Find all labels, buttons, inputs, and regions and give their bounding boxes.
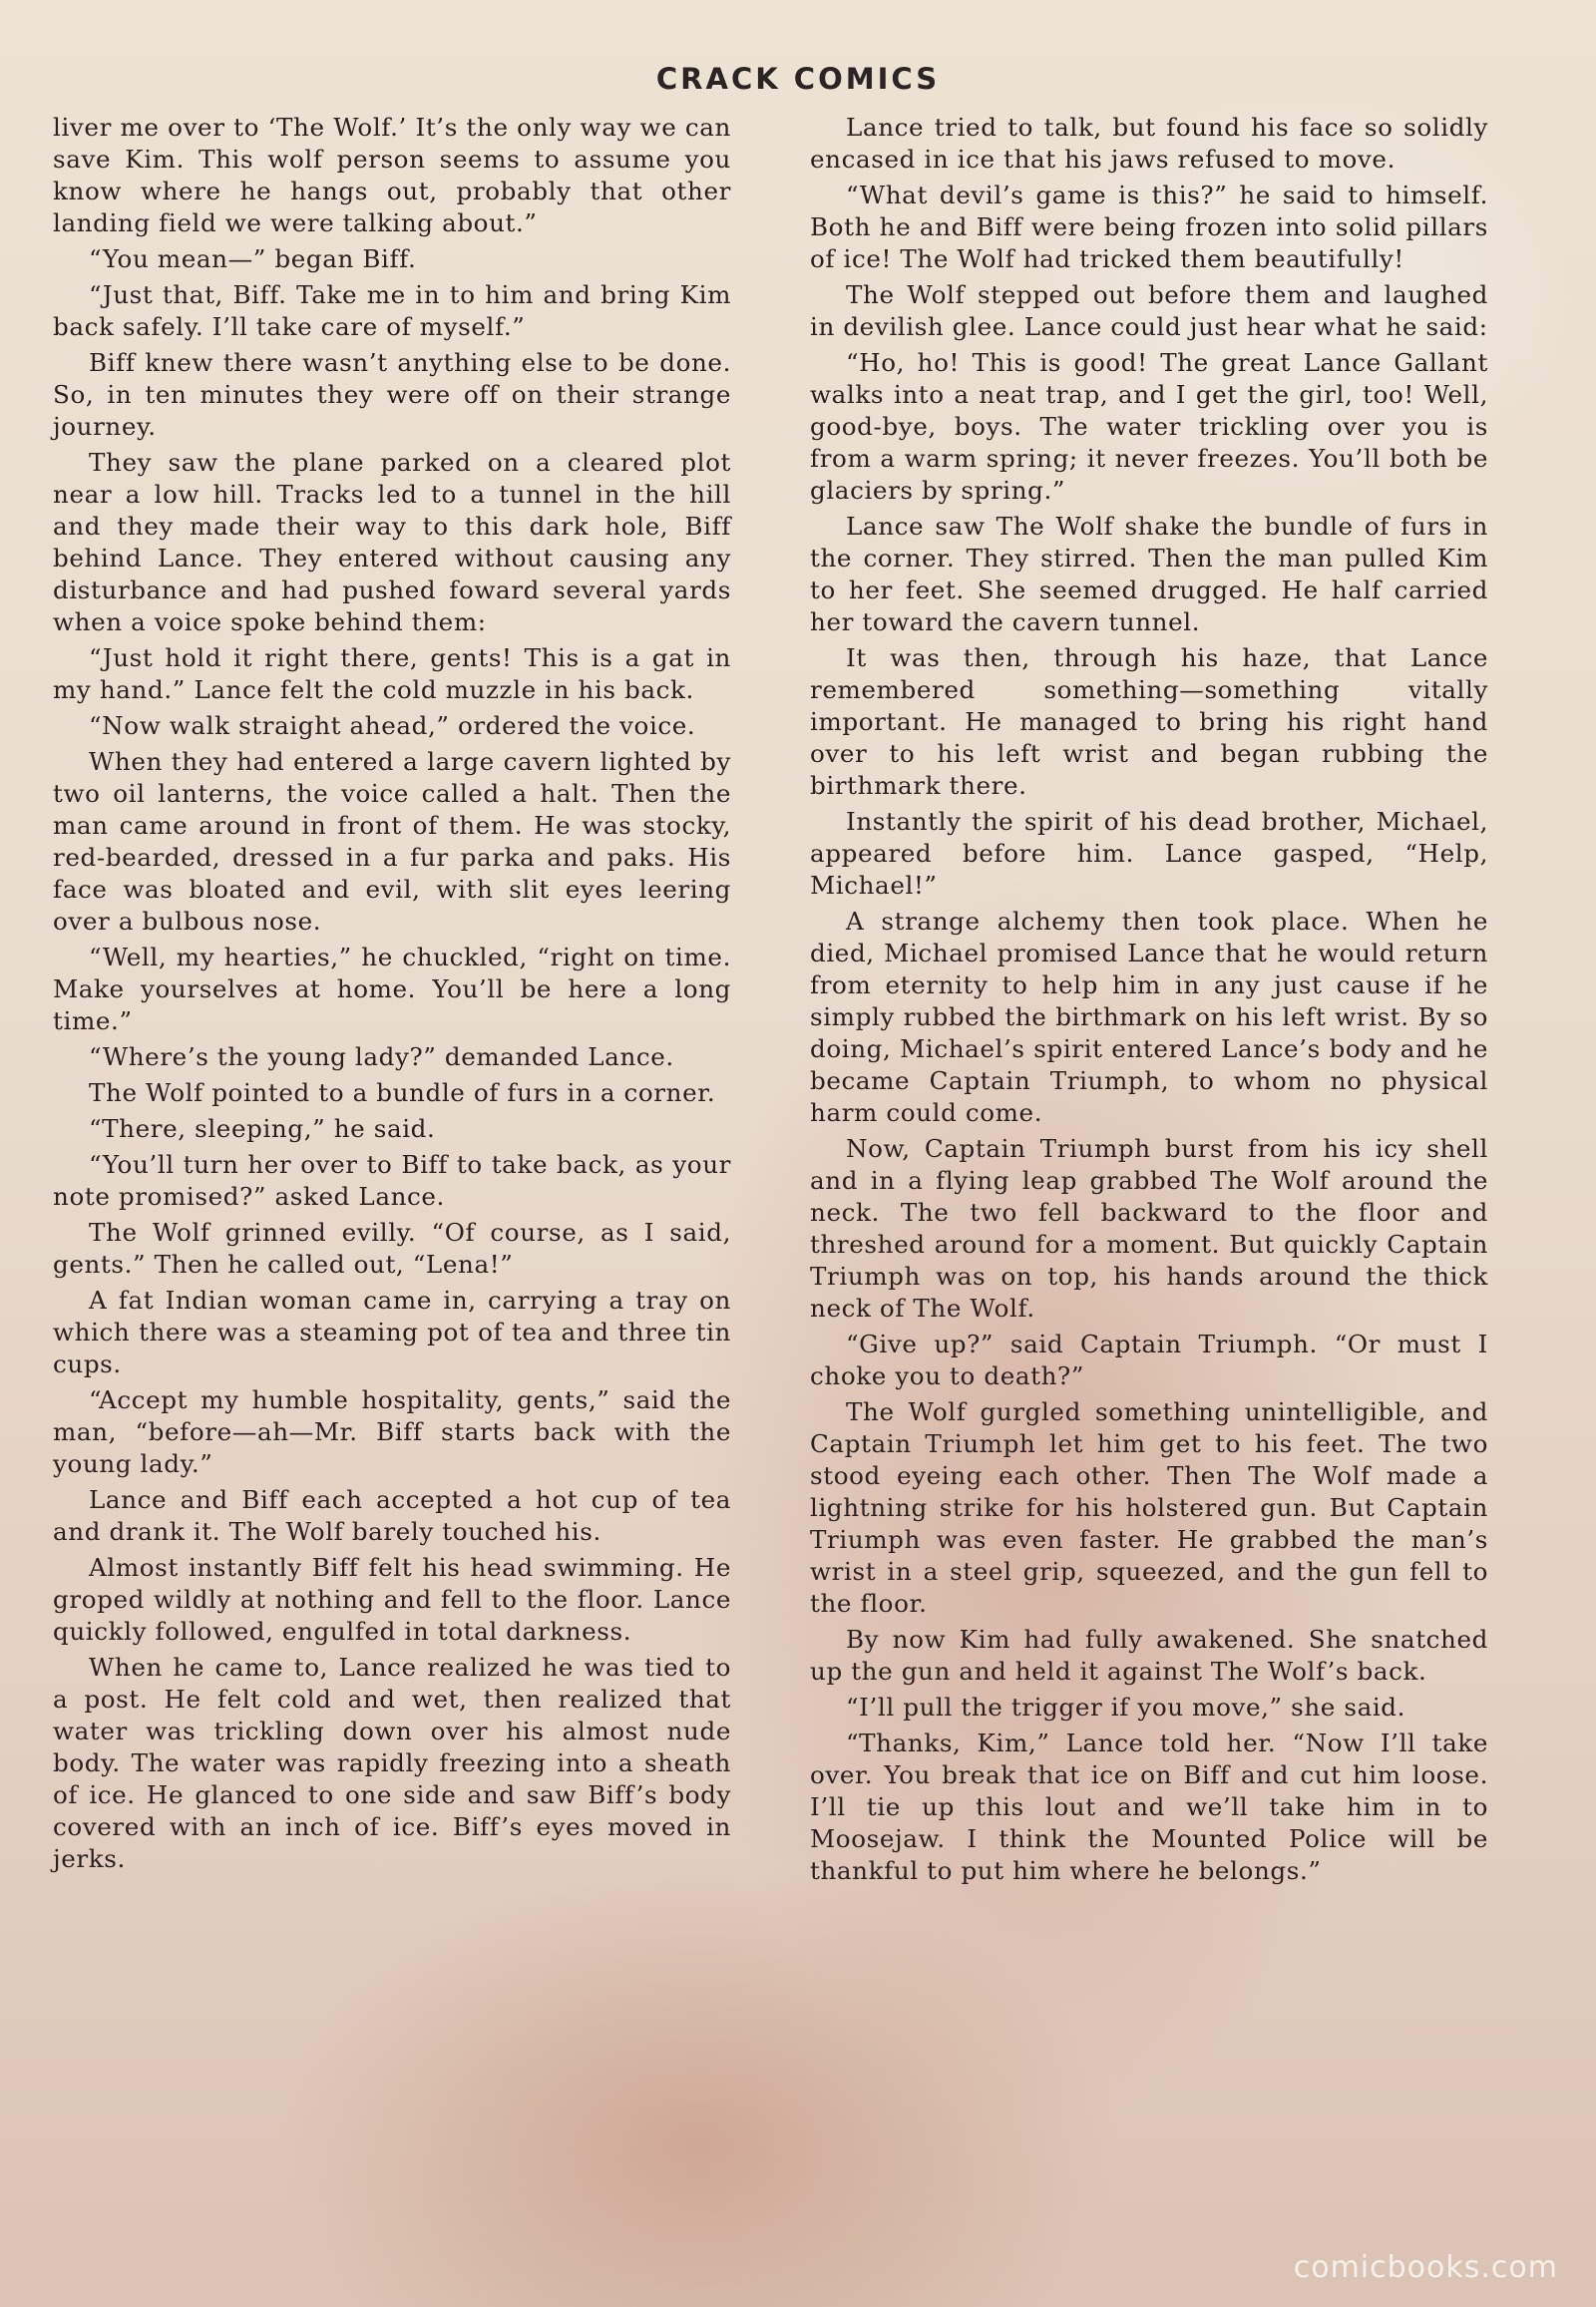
- paragraph: “You’ll turn her over to Biff to take back, as your note promised?” asked Lance.: [53, 1150, 731, 1211]
- paragraph: It was then, through his haze, that Lance remembered something—something vitally important. He managed to bring his right hand over to his left wrist and began rubbing the birthmark there.: [810, 643, 1488, 800]
- paragraph: “I’ll pull the trigger if you move,” she said.: [846, 1693, 1406, 1722]
- paragraph: The Wolf stepped out before them and laughed in devilish glee. Lance could just hear what he said:: [810, 280, 1488, 341]
- paragraph: “What devil’s game is this?” he said to himself. Both he and Biff were being frozen into solid pillars of ice! The Wolf had tricked them beautifully!: [810, 181, 1488, 273]
- paragraph: Lance and Biff each accepted a hot cup of tea and drank it. The Wolf barely touched his.: [53, 1485, 731, 1546]
- right-column: [810, 112, 1488, 1891]
- paragraph: “Just hold it right there, gents! This is a gat in my hand.” Lance felt the cold muzzle in his back.: [53, 643, 731, 704]
- paragraph: “Accept my humble hospitality, gents,” said the man, “before—ah—Mr. Biff starts back with the young lady.”: [53, 1385, 731, 1478]
- paragraph: The Wolf grinned evilly. “Of course, as I said, gents.” Then he called out, “Lena!”: [53, 1218, 731, 1279]
- paragraph: liver me over to ‘The Wolf.’ It’s the only way we can save Kim. This wolf person seems to assume you know where he hangs out, probably that other landing field we were talking about.”: [53, 113, 731, 237]
- paragraph: A fat Indian woman came in, carrying a tray on which there was a steaming pot of tea and three tin cups.: [53, 1286, 731, 1378]
- paragraph: “There, sleeping,” he said.: [89, 1114, 436, 1143]
- paragraph: “Now walk straight ahead,” ordered the voice.: [89, 711, 696, 740]
- paragraph: “Well, my hearties,” he chuckled, “right on time. Make yourselves at home. You’ll be here a long time.”: [53, 943, 731, 1035]
- site-watermark: comicbooks.com: [1293, 2250, 1558, 2285]
- paragraph: Almost instantly Biff felt his head swimming. He groped wildly at nothing and fell to the floor. Lance quickly followed, engulfed in total darkness.: [53, 1553, 731, 1646]
- page-header: CRACK COMICS: [655, 62, 941, 96]
- paragraph: Now, Captain Triumph burst from his icy shell and in a flying leap grabbed The Wolf around the neck. The two fell backward to the floor and threshed around for a moment. But quickly Captain Triumph was on top, his hands around the thick neck of The Wolf.: [810, 1134, 1488, 1323]
- paragraph: Biff knew there wasn’t anything else to be done. So, in ten minutes they were off on their strange journey.: [53, 348, 731, 441]
- paragraph: “Give up?” said Captain Triumph. “Or must I choke you to death?”: [810, 1330, 1488, 1390]
- paragraph: They saw the plane parked on a cleared plot near a low hill. Tracks led to a tunnel in the hill and they made their way to this dark hole, Biff behind Lance. They entered without causing any disturbance and had pushed foward several yards when a voice spoke behind them:: [53, 448, 731, 636]
- paragraph: By now Kim had fully awakened. She snatched up the gun and held it against The Wolf’s back.: [810, 1625, 1488, 1686]
- left-column: [53, 112, 731, 1879]
- paragraph: The Wolf gurgled something unintelligible, and Captain Triumph let him get to his feet. The two stood eyeing each other. Then The Wolf made a lightning strike for his holstered gun. But Captain Triumph was even faster. He grabbed the man’s wrist in a steel grip, squeezed, and the gun fell to the floor.: [810, 1397, 1488, 1618]
- paragraph: Instantly the spirit of his dead brother, Michael, appeared before him. Lance gasped, “Help, Michael!”: [810, 807, 1488, 900]
- paragraph: Lance tried to talk, but found his face so solidly encased in ice that his jaws refused to move.: [810, 113, 1488, 174]
- paragraph: “Ho, ho! This is good! The great Lance Gallant walks into a neat trap, and I get the girl, too! Well, good-bye, boys. The water trickling over you is from a warm spring; it never freezes. You’ll both be glaciers by spring.”: [810, 348, 1488, 505]
- paragraph: When he came to, Lance realized he was tied to a post. He felt cold and wet, then realized that water was trickling down over his almost nude body. The water was rapidly freezing into a sheath of ice. He glanced to one side and saw Biff’s body covered with an inch of ice. Biff’s eyes moved in jerks.: [53, 1653, 731, 1873]
- paragraph: Lance saw The Wolf shake the bundle of furs in the corner. They stirred. Then the man pulled Kim to her feet. She seemed drugged. He half carried her toward the cavern tunnel.: [810, 512, 1488, 636]
- paragraph: When they had entered a large cavern lighted by two oil lanterns, the voice called a halt. Then the man came around in front of them. He was stocky, red-bearded, dressed in a fur parka and paks. His face was bloated and evil, with slit eyes leering over a bulbous nose.: [53, 747, 731, 936]
- paragraph: “Thanks, Kim,” Lance told her. “Now I’ll take over. You break that ice on Biff and cut him loose. I’ll tie up this lout and we’ll take him in to Moosejaw. I think the Mounted Police will be thankful to put him where he belongs.”: [810, 1729, 1488, 1885]
- paragraph: “Just that, Biff. Take me in to him and bring Kim back safely. I’ll take care of myself.”: [53, 280, 731, 341]
- paragraph: The Wolf pointed to a bundle of furs in a corner.: [89, 1078, 716, 1107]
- paragraph: A strange alchemy then took place. When he died, Michael promised Lance that he would return from eternity to help him in any just cause if he simply rubbed the birthmark on his left wrist. By so doing, Michael’s spirit entered Lance’s body and he became Captain Triumph, to whom no physical harm could come.: [810, 907, 1488, 1127]
- paragraph: “Where’s the young lady?” demanded Lance.: [89, 1042, 674, 1071]
- paragraph: “You mean—” began Biff.: [89, 244, 417, 273]
